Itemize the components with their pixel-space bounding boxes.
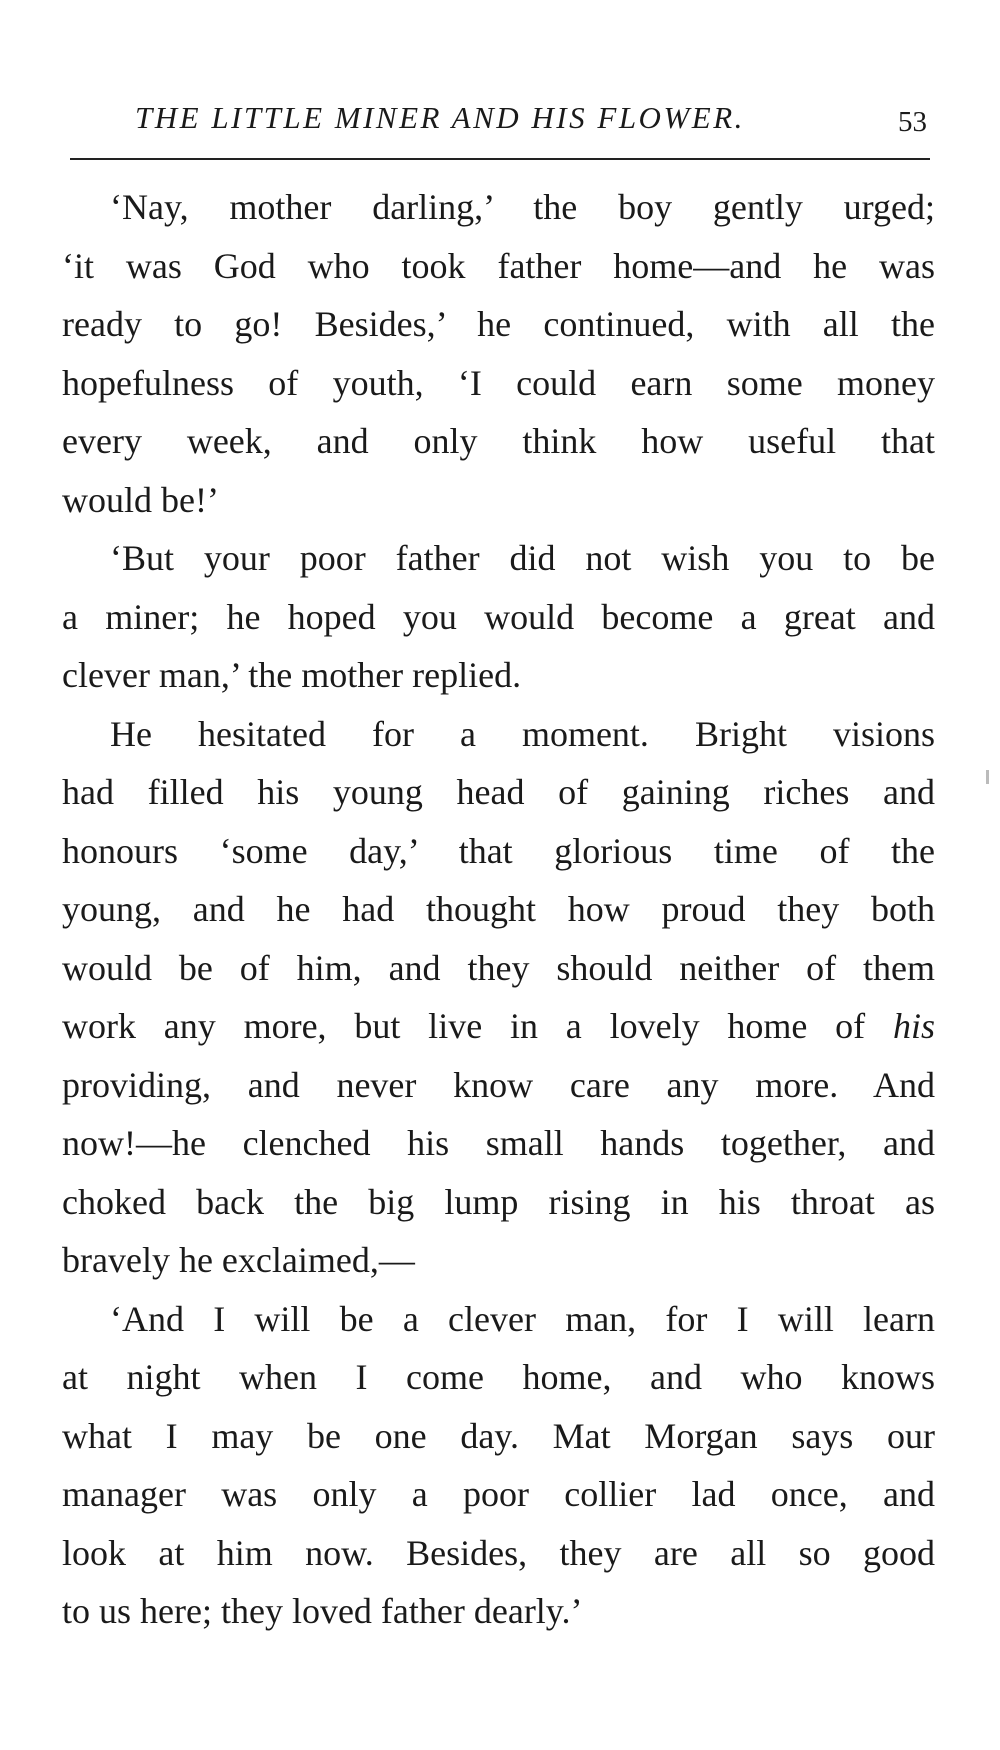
paragraph — [62, 705, 935, 1290]
text-line: what I may be one day. Mat Morgan says our — [62, 1415, 935, 1456]
text-line: work any more, but live in a lovely home of his — [62, 1006, 935, 1046]
text-line: providing, and never know care any more. And — [62, 1064, 935, 1105]
text-line: ‘But your poor father did not wish you to be — [110, 538, 935, 578]
text-line: a miner; he hoped you would become a great and — [62, 596, 935, 637]
text-line: manager was only a poor collier lad once, and — [62, 1474, 935, 1514]
text-line: at night when I come home, and who knows — [62, 1357, 935, 1397]
header-rule — [70, 158, 930, 160]
text-line: hopefulness of youth, ‘I could earn some money — [62, 362, 935, 403]
text-line: would be!’ — [62, 479, 219, 520]
text-line: every week, and only think how useful that — [62, 421, 935, 461]
text-line: look at him now. Besides, they are all so good — [62, 1532, 935, 1573]
text-line: had filled his young head of gaining riches and — [62, 772, 935, 812]
running-head — [0, 100, 1000, 140]
text-line: to us here; they loved father dearly.’ — [62, 1591, 583, 1631]
text-line: choked back the big lump rising in his throat as — [62, 1181, 935, 1222]
text-line: young, and he had thought how proud they both — [62, 889, 935, 929]
running-title: THE LITTLE MINER AND HIS FLOWER. — [135, 100, 745, 135]
text-line: now!—he clenched his small hands together, and — [62, 1123, 935, 1163]
text-line: bravely he exclaimed,— — [62, 1240, 415, 1280]
text-line: would be of him, and they should neither of them — [62, 947, 935, 988]
text-line: ready to go! Besides,’ he continued, with all the — [62, 304, 935, 344]
page-number: 53 — [898, 106, 927, 138]
text-line: He hesitated for a moment. Bright visions — [110, 713, 935, 754]
paper-edge-mark — [986, 770, 989, 784]
emphasis: his — [892, 1006, 935, 1046]
text-line: clever man,’ the mother replied. — [62, 655, 522, 695]
text-line: honours ‘some day,’ that glorious time of the — [62, 830, 935, 871]
paragraph — [62, 1290, 935, 1641]
text-line: ‘Nay, mother darling,’ the boy gently urged; — [110, 187, 935, 227]
text-line: ‘And I will be a clever man, for I will learn — [110, 1298, 935, 1339]
paragraph — [62, 529, 935, 705]
body-text — [62, 178, 935, 1641]
paragraph — [62, 178, 935, 529]
text-line: ‘it was God who took father home—and he was — [62, 245, 935, 286]
